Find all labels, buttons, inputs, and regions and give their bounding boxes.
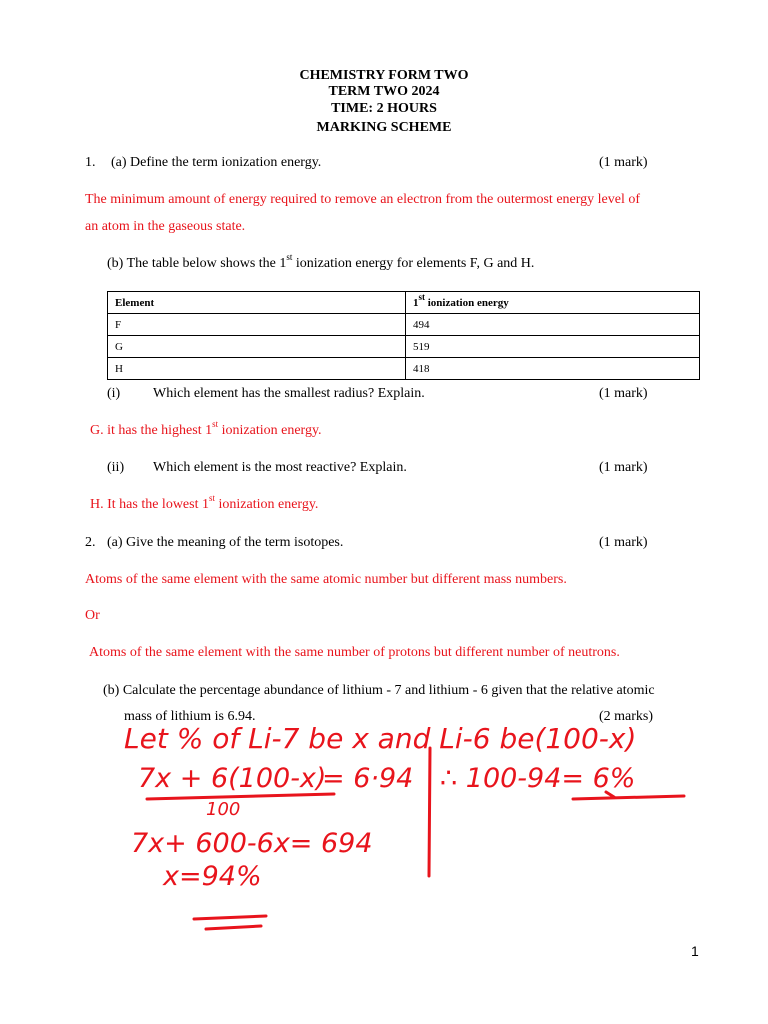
table-cell-energy: 519 xyxy=(406,336,700,358)
q1bi-answer-pre: G. it has the highest 1 xyxy=(90,423,213,438)
table-header-energy-post: ionization energy xyxy=(425,296,509,309)
q1-number: 1. xyxy=(85,155,96,170)
q1a-marks: (1 mark) xyxy=(599,155,648,170)
q2a-answer1: Atoms of the same element with the same atomic number but different mass numbers. xyxy=(85,572,567,587)
header-title: CHEMISTRY FORM TWO xyxy=(299,68,469,83)
handwriting-denominator: 100 xyxy=(206,799,241,820)
q2b-marks: (2 marks) xyxy=(599,709,654,724)
q2b-question-line1: (b) Calculate the percentage abundance of lithium - 7 and lithium - 6 given that the relative atomic xyxy=(103,683,655,698)
q1a-question: (a) Define the term ionization energy. xyxy=(111,155,322,170)
q2b-question-line2: mass of lithium is 6.94. xyxy=(124,709,256,724)
q1bii-answer-sup: st xyxy=(208,493,215,504)
table-cell-element: F xyxy=(108,314,406,336)
answer-underline-2 xyxy=(206,926,261,929)
q1bi-marks: (1 mark) xyxy=(599,386,648,401)
q1bii-marks: (1 mark) xyxy=(599,460,648,475)
q2a-answer2: Atoms of the same element with the same number of protons but different number of neutrons. xyxy=(89,645,620,660)
handwriting-right: ∴ 100-94= 6% xyxy=(440,763,636,794)
handwriting-line3: 7x+ 600-6x= 694 xyxy=(131,828,373,859)
q1bi-label: (i) xyxy=(107,386,121,401)
handwriting-line1: Let % of Li-7 be x and Li-6 be(100-x) xyxy=(124,722,637,755)
result-underline xyxy=(573,796,684,799)
answer-underline-1 xyxy=(194,916,266,919)
q1bii-answer-post: ionization energy. xyxy=(215,497,319,512)
table-header-energy-sup: st xyxy=(418,291,425,302)
fraction-bar xyxy=(147,794,334,799)
q1bi-answer-post: ionization energy. xyxy=(218,423,322,438)
q1b-intro-pre: (b) The table below shows the 1 xyxy=(107,256,287,271)
q2a-question: (a) Give the meaning of the term isotopes. xyxy=(107,535,344,550)
table-cell-element: G xyxy=(108,336,406,358)
handwriting-line4: x=94% xyxy=(163,861,262,892)
table-cell-energy: 494 xyxy=(406,314,700,336)
q2a-marks: (1 mark) xyxy=(599,535,648,550)
q1a-answer-line1: The minimum amount of energy required to remove an electron from the outermost energy level of xyxy=(85,192,641,207)
divider-line xyxy=(429,748,430,876)
table-cell-element: H xyxy=(108,358,406,380)
table-header-element: Element xyxy=(108,292,406,314)
q1bii-question: Which element is the most reactive? Explain. xyxy=(153,460,407,475)
q1a-answer-line2: an atom in the gaseous state. xyxy=(85,219,246,234)
header-marking-scheme: MARKING SCHEME xyxy=(316,120,452,135)
page-number: 1 xyxy=(691,943,699,959)
q1bi-answer-sup: st xyxy=(212,419,219,430)
header-time: TIME: 2 HOURS xyxy=(331,101,437,116)
q2a-or: Or xyxy=(85,608,100,623)
q1bi-question: Which element has the smallest radius? Explain. xyxy=(153,386,425,401)
q1b-intro-sup: st xyxy=(286,252,293,263)
q1bii-label: (ii) xyxy=(107,460,125,475)
handwriting-numerator: 7x + 6(100-x) xyxy=(138,763,327,794)
table-header-energy-pre: 1 xyxy=(413,296,419,309)
q1b-intro-post: ionization energy for elements F, G and H. xyxy=(292,256,535,271)
header-term: TERM TWO 2024 xyxy=(328,84,440,99)
table-cell-energy: 418 xyxy=(406,358,700,380)
handwriting-equals: = 6·94 xyxy=(322,763,414,794)
q2-number: 2. xyxy=(85,535,96,550)
q1bii-answer-pre: H. It has the lowest 1 xyxy=(90,497,209,512)
